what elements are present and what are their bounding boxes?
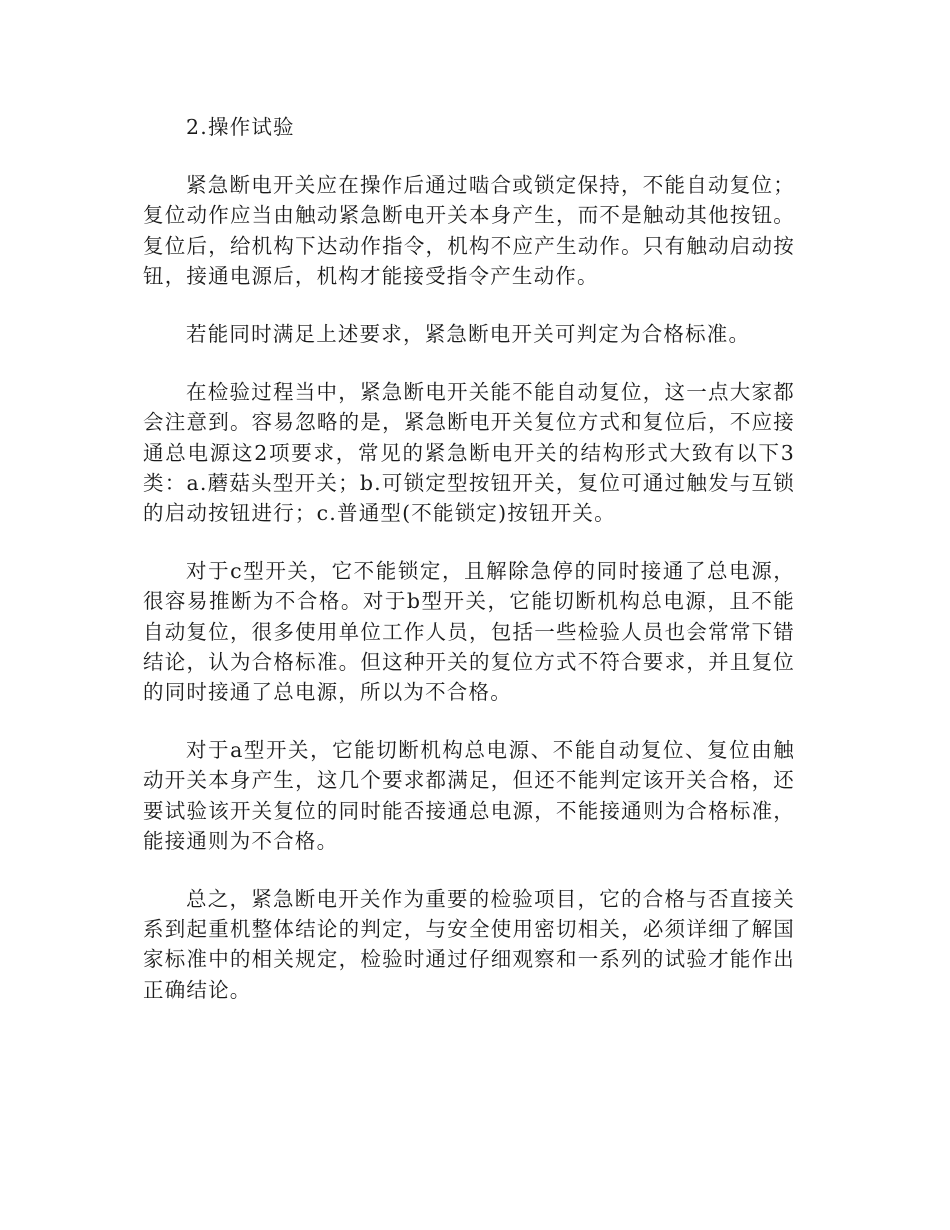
paragraph-4: 对于c型开关，它不能锁定，且解除急停的同时接通了总电源，很容易推断为不合格。对于b型开关，它能切断机构总电源，且不能自动复位，很多使用单位工作人员，包括一些检验人员也会常常下错结论，认为合格标准。但这种开关的复位方式不符合要求，并且复位的同时接通了总电源，所以为不合格。 [143, 559, 795, 705]
paragraph-3: 在检验过程当中，紧急断电开关能不能自动复位，这一点大家都会注意到。容易忽略的是，紧急断电开关复位方式和复位后，不应接通总电源这2项要求，常见的紧急断电开关的结构形式大致有以下3类：a.蘑菇头型开关；b.可锁定型按钮开关，复位可通过触发与互锁的启动按钮进行；c.普通型(不能锁定)按钮开关。 [143, 380, 795, 526]
document-body [143, 112, 795, 1033]
paragraph-1: 紧急断电开关应在操作后通过啮合或锁定保持，不能自动复位；复位动作应当由触动紧急断电开关本身产生，而不是触动其他按钮。复位后，给机构下达动作指令，机构不应产生动作。只有触动启动按钮，接通电源后，机构才能接受指令产生动作。 [143, 173, 795, 288]
paragraph-2: 若能同时满足上述要求，紧急断电开关可判定为合格标准。 [186, 322, 751, 347]
paragraph-6: 总之，紧急断电开关作为重要的检验项目，它的合格与否直接关系到起重机整体结论的判定，与安全使用密切相关，必须详细了解国家标准中的相关规定，检验时通过仔细观察和一系列的试验才能作出正确结论。 [143, 887, 795, 1002]
section-heading: 2.操作试验 [186, 115, 295, 139]
paragraph-5: 对于a型开关，它能切断机构总电源、不能自动复位、复位由触动开关本身产生，这几个要求都满足，但还不能判定该开关合格，还要试验该开关复位的同时能否接通总电源，不能接通则为合格标准，能接通则为不合格。 [143, 738, 795, 853]
